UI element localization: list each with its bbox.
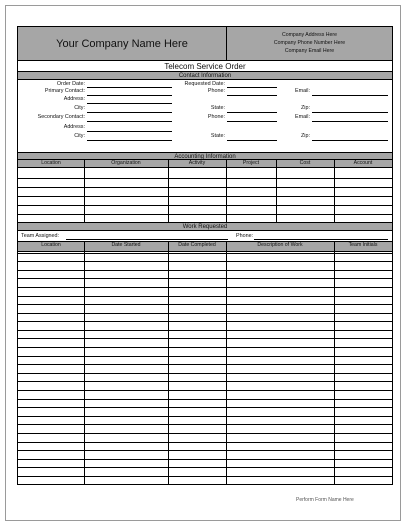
secondary-phone-field[interactable] bbox=[227, 121, 277, 122]
work-col-header: Description of Work bbox=[257, 242, 303, 248]
work-row-line bbox=[18, 390, 392, 391]
work-row-line bbox=[18, 373, 392, 374]
accounting-col-header: Cost bbox=[299, 160, 311, 166]
form-title: Telecom Service Order bbox=[18, 61, 392, 72]
primary-contact-label: Primary Contact: bbox=[44, 88, 85, 94]
work-col-header: Team Initials bbox=[348, 242, 378, 248]
accounting-col-header: Activity bbox=[188, 160, 206, 166]
work-row-line bbox=[18, 381, 392, 382]
service-order-form bbox=[17, 26, 393, 485]
footer-text: Perform Form Name Here bbox=[296, 497, 354, 503]
work-row-line bbox=[18, 278, 392, 279]
work-row-line bbox=[18, 313, 392, 314]
secondary-contact-label: Secondary Contact: bbox=[37, 114, 85, 120]
work-col-header: Date Started bbox=[111, 242, 141, 248]
company-info-box bbox=[227, 27, 392, 61]
company-name: Your Company Name Here bbox=[56, 38, 188, 50]
contact-heading: Contact Information bbox=[18, 72, 392, 80]
work-row-line bbox=[18, 330, 392, 331]
primary-zip-label: Zip: bbox=[301, 105, 310, 111]
secondary-city-label: City: bbox=[74, 133, 85, 139]
secondary-phone-label: Phone: bbox=[207, 114, 225, 120]
requested-date-label: Requested Date: bbox=[184, 81, 225, 87]
team-assigned-field[interactable] bbox=[66, 239, 228, 240]
secondary-address-field[interactable] bbox=[87, 131, 172, 132]
primary-zip-field[interactable] bbox=[312, 112, 388, 113]
accounting-row-line bbox=[18, 187, 392, 188]
work-row-line bbox=[18, 270, 392, 271]
accounting-row-line bbox=[18, 214, 392, 215]
accounting-col-divider bbox=[226, 160, 227, 222]
work-row-line bbox=[18, 399, 392, 400]
work-row-line bbox=[18, 253, 392, 254]
accounting-table bbox=[18, 160, 392, 222]
company-phone: Company Phone Number Here bbox=[273, 40, 346, 46]
work-heading: Work Requested bbox=[18, 222, 392, 231]
secondary-email-field[interactable] bbox=[312, 121, 388, 122]
work-row-line bbox=[18, 347, 392, 348]
secondary-zip-field[interactable] bbox=[312, 140, 388, 141]
work-col-header: Date Completed bbox=[178, 242, 216, 248]
primary-address-field[interactable] bbox=[87, 103, 172, 104]
secondary-zip-label: Zip: bbox=[301, 133, 310, 139]
work-row-line bbox=[18, 261, 392, 262]
company-email: Company Email Here bbox=[284, 48, 335, 54]
work-row-line bbox=[18, 356, 392, 357]
order-date-field[interactable] bbox=[87, 87, 172, 88]
primary-phone-field[interactable] bbox=[227, 95, 277, 96]
work-row-line bbox=[18, 424, 392, 425]
work-row-line bbox=[18, 304, 392, 305]
team-assigned-label: Team Assigned: bbox=[21, 233, 60, 239]
accounting-heading: Accounting Information bbox=[18, 152, 392, 160]
primary-city-label: City: bbox=[74, 105, 85, 111]
work-col-header: Location bbox=[41, 242, 61, 248]
team-phone-label: Phone: bbox=[236, 233, 254, 239]
accounting-col-divider bbox=[168, 160, 169, 222]
work-row-line bbox=[18, 459, 392, 460]
work-row-line bbox=[18, 450, 392, 451]
accounting-col-divider bbox=[84, 160, 85, 222]
page bbox=[5, 5, 401, 521]
work-row-line bbox=[18, 287, 392, 288]
contact-section bbox=[18, 80, 392, 152]
secondary-email-label: Email: bbox=[295, 114, 310, 120]
secondary-contact-field[interactable] bbox=[87, 121, 172, 122]
work-row-line bbox=[18, 442, 392, 443]
accounting-row-line bbox=[18, 196, 392, 197]
requested-date-field[interactable] bbox=[227, 87, 277, 88]
primary-state-field[interactable] bbox=[227, 112, 277, 113]
work-row-line bbox=[18, 364, 392, 365]
primary-contact-field[interactable] bbox=[87, 95, 172, 96]
work-row-line bbox=[18, 407, 392, 408]
accounting-col-header: Location bbox=[41, 160, 61, 166]
company-name-box bbox=[18, 27, 227, 61]
accounting-col-header: Account bbox=[353, 160, 373, 166]
primary-email-field[interactable] bbox=[312, 95, 388, 96]
work-row-line bbox=[18, 321, 392, 322]
team-phone-field[interactable] bbox=[254, 239, 388, 240]
secondary-state-label: State: bbox=[210, 133, 225, 139]
work-row-line bbox=[18, 296, 392, 297]
accounting-col-divider bbox=[276, 160, 277, 222]
primary-state-label: State: bbox=[210, 105, 225, 111]
work-row-line bbox=[18, 476, 392, 477]
accounting-row-line bbox=[18, 205, 392, 206]
work-row-line bbox=[18, 467, 392, 468]
secondary-city-field[interactable] bbox=[87, 140, 172, 141]
accounting-col-divider bbox=[334, 160, 335, 222]
work-table bbox=[18, 241, 392, 485]
work-row-line bbox=[18, 338, 392, 339]
secondary-state-field[interactable] bbox=[227, 140, 277, 141]
primary-address-label: Address: bbox=[63, 96, 85, 102]
primary-email-label: Email: bbox=[295, 88, 310, 94]
work-row-line bbox=[18, 433, 392, 434]
secondary-address-label: Address: bbox=[63, 124, 85, 130]
order-date-label: Order Date: bbox=[56, 81, 85, 87]
work-row-line bbox=[18, 416, 392, 417]
accounting-row-line bbox=[18, 178, 392, 179]
team-row bbox=[18, 231, 392, 241]
accounting-col-header: Project bbox=[242, 160, 260, 166]
accounting-col-header: Organization bbox=[111, 160, 141, 166]
primary-city-field[interactable] bbox=[87, 112, 172, 113]
primary-phone-label: Phone: bbox=[207, 88, 225, 94]
company-address: Company Address Here bbox=[281, 32, 338, 38]
